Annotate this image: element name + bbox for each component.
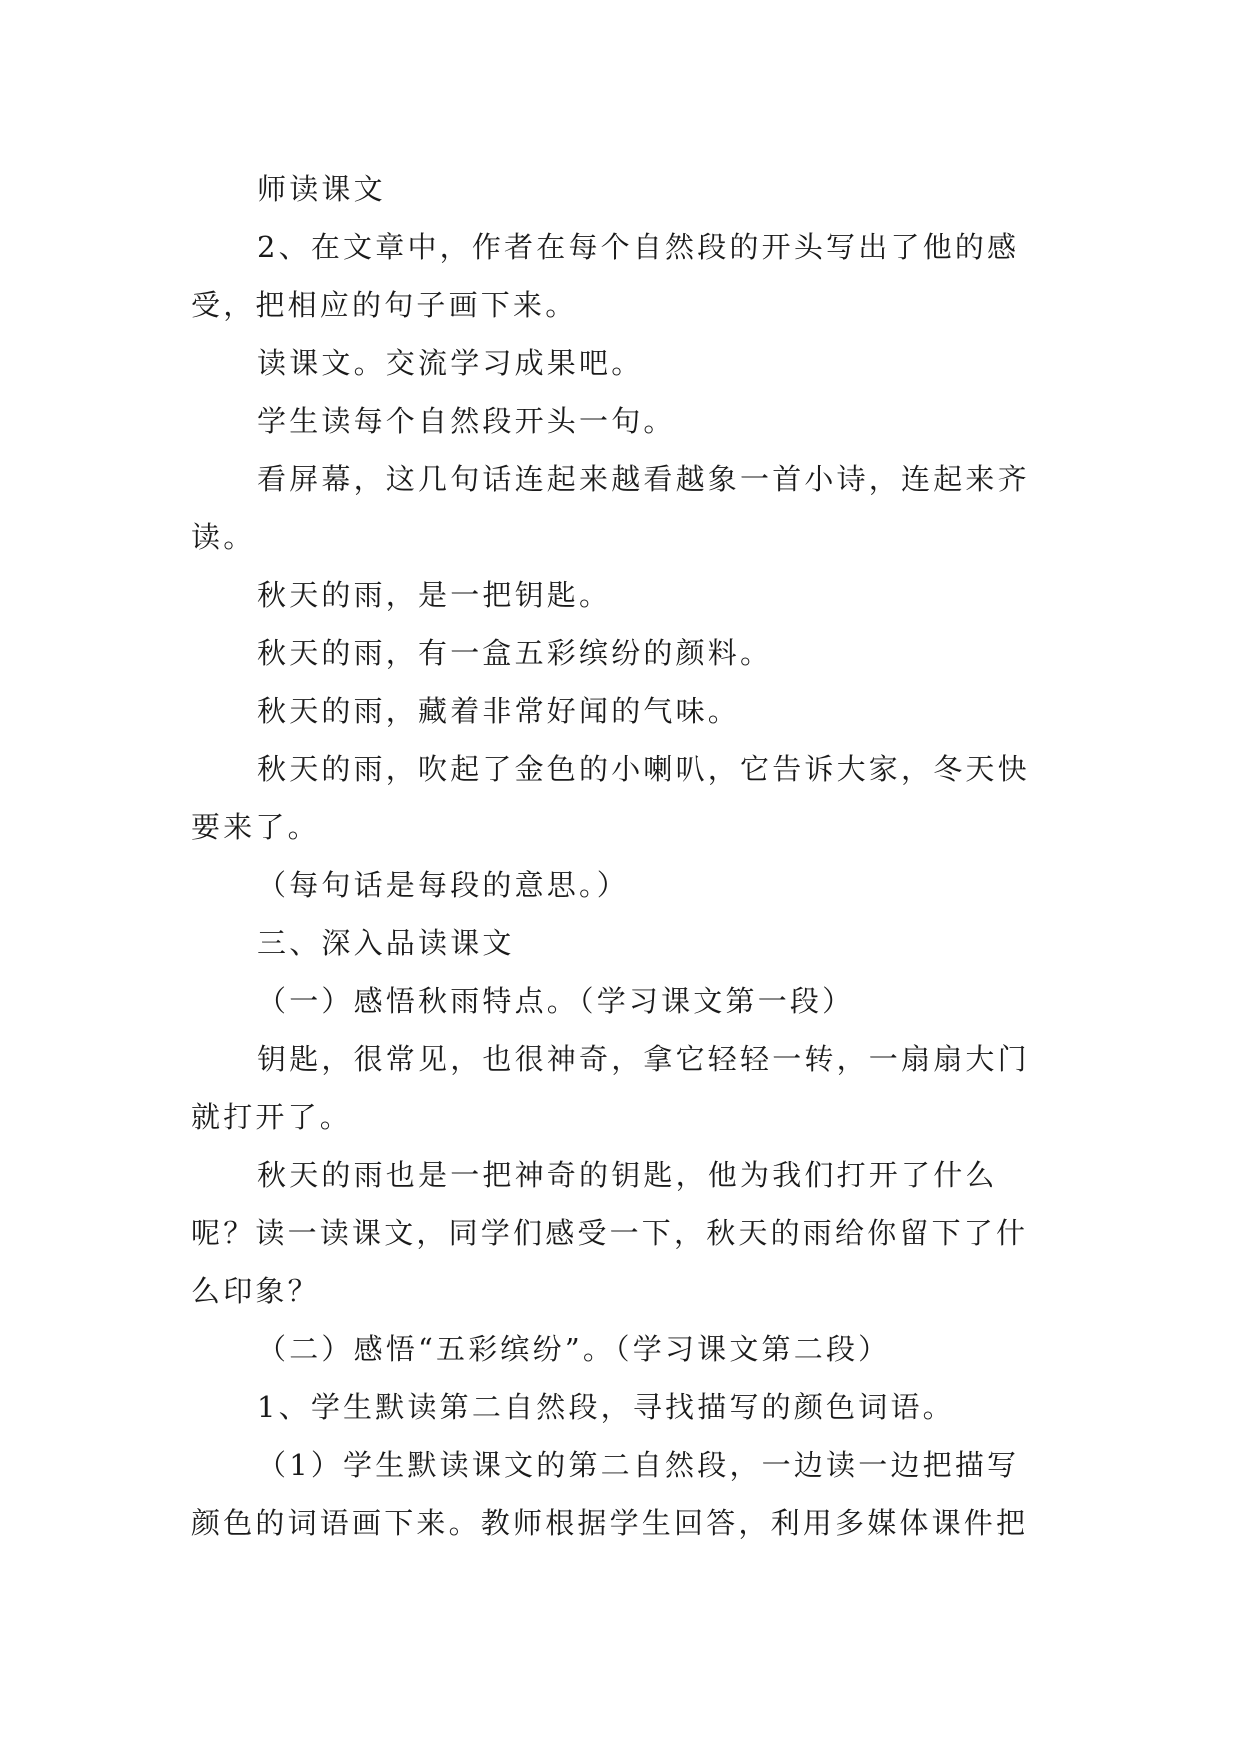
paragraph: 师读课文 xyxy=(257,172,386,206)
paragraph: 1、学生默读第二自然段，寻找描写的颜色词语。 xyxy=(257,1390,955,1424)
paragraph: 2、在文章中，作者在每个自然段的开头写出了他的感受，把相应的句子画下来。 xyxy=(191,230,1020,322)
paragraph: 读课文。交流学习成果吧。 xyxy=(257,346,644,380)
paragraph: （每句话是每段的意思。） xyxy=(257,868,629,902)
paragraph: 钥匙，很常见，也很神奇，拿它轻轻一转，一扇扇大门就打开了。 xyxy=(191,1042,1030,1134)
paragraph: 秋天的雨，是一把钥匙。 xyxy=(257,578,612,612)
paragraph: 看屏幕，这几句话连起来越看越象一首小诗，连起来齐读。 xyxy=(191,462,1030,554)
paragraph: 秋天的雨，吹起了金色的小喇叭，它告诉大家，冬天快要来了。 xyxy=(191,752,1030,844)
paragraph: 学生读每个自然段开头一句。 xyxy=(257,404,676,438)
subsection-heading: （二）感悟“五彩缤纷”。（学习课文第二段） xyxy=(257,1332,891,1366)
paragraph: 秋天的雨也是一把神奇的钥匙，他为我们打开了什么呢？读一读课文，同学们感受一下，秋天的雨给你留下了什么印象？ xyxy=(191,1158,1029,1308)
paragraph: 秋天的雨，有一盒五彩缤纷的颜料。 xyxy=(257,636,773,670)
paragraph: 秋天的雨，藏着非常好闻的气味。 xyxy=(257,694,741,728)
section-heading: 三、深入品读课文 xyxy=(257,926,515,960)
paragraph: （1）学生默读课文的第二自然段，一边读一边把描写颜色的词语画下来。教师根据学生回答，利用多媒体课件把 xyxy=(191,1448,1029,1540)
document-body xyxy=(191,160,1051,1552)
subsection-heading: （一）感悟秋雨特点。（学习课文第一段） xyxy=(257,984,855,1018)
